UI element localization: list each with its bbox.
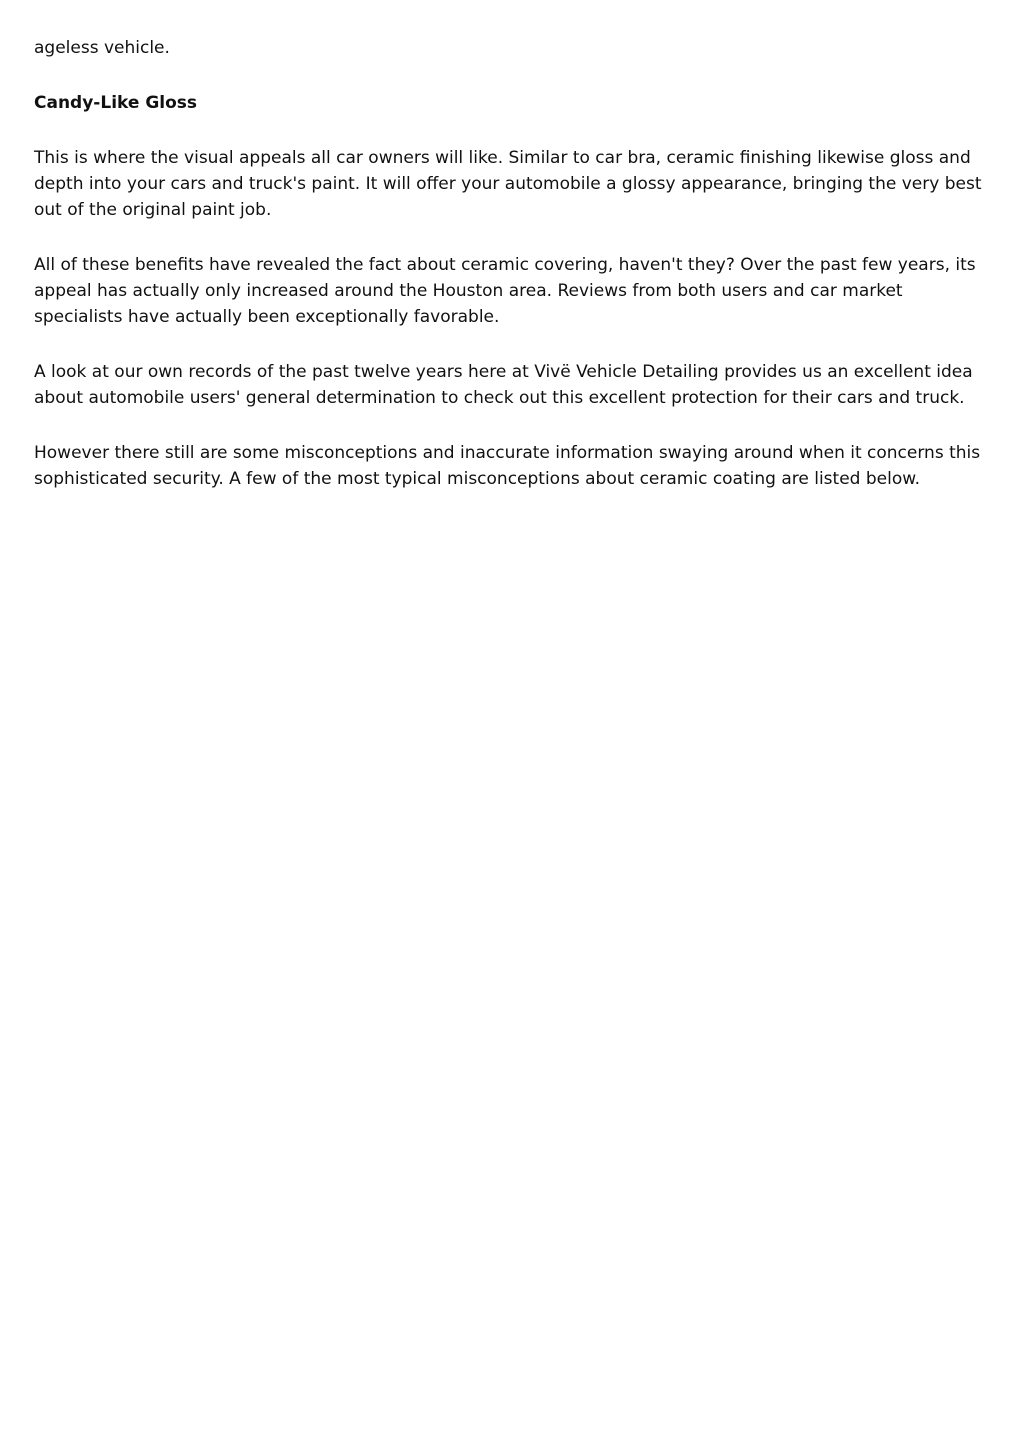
- paragraph-benefits: All of these benefits have revealed the fact about ceramic covering, haven't they? Over the past few years, its appeal has actually only increased around the Houston area. Reviews from both users and car market specialists have actually been exceptionally favorable.: [34, 255, 976, 327]
- document-body: [34, 35, 994, 521]
- section-heading: Candy-Like Gloss: [34, 93, 198, 113]
- paragraph-misconceptions: However there still are some misconceptions and inaccurate information swaying around when it concerns this sophisticated security. A few of the most typical misconceptions about ceramic coating are listed below.: [34, 443, 981, 489]
- paragraph-records: A look at our own records of the past twelve years here at Vivë Vehicle Detailing provides us an excellent idea about automobile users' general determination to check out this excellent protection for their cars and truck.: [34, 362, 973, 408]
- paragraph-continuation: ageless vehicle.: [34, 38, 170, 58]
- paragraph-gloss: This is where the visual appeals all car owners will like. Similar to car bra, ceramic finishing likewise gloss and depth into your cars and truck's paint. It will offer your automobile a glossy appearance, bringing the very best out of the original paint job.: [34, 148, 982, 220]
